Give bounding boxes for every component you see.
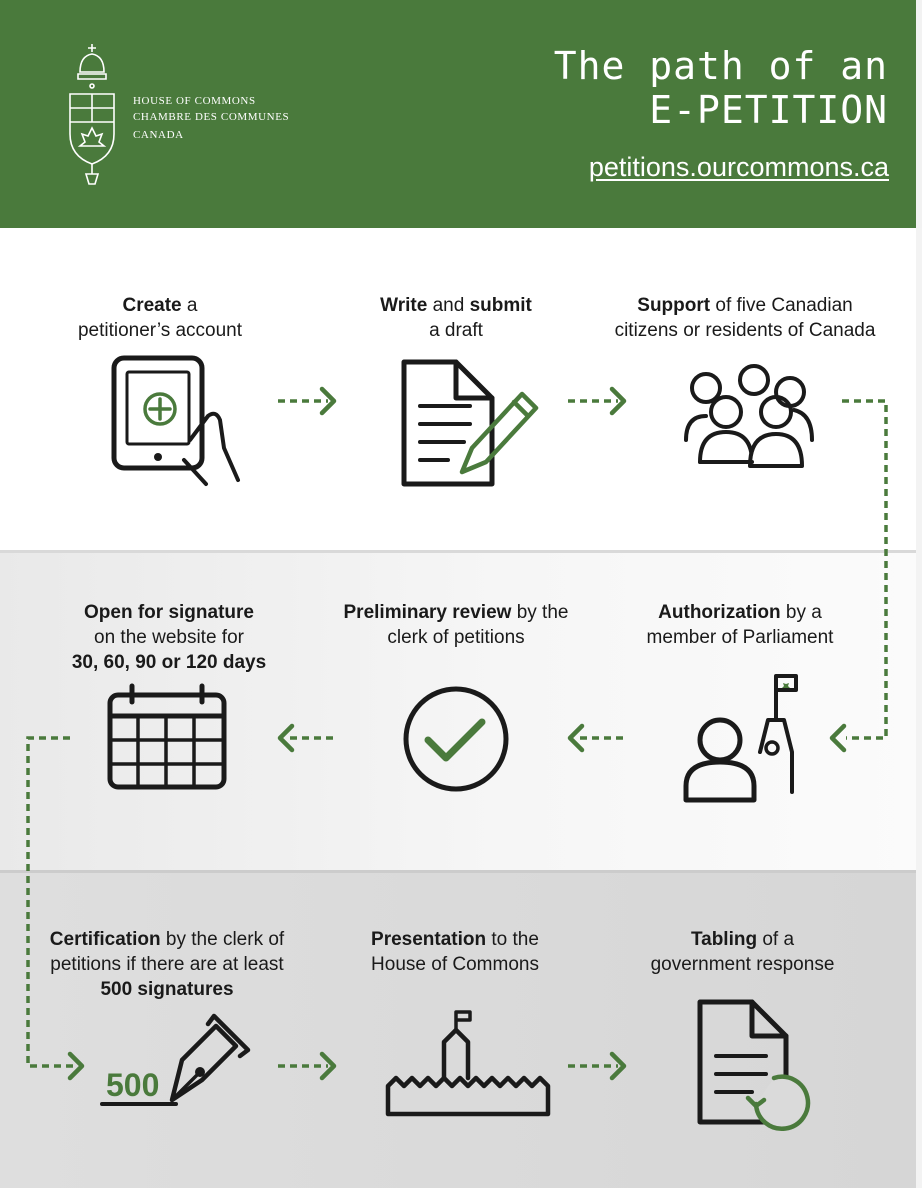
row-3-background	[0, 870, 916, 1188]
step-label-rest: by the clerk of	[160, 929, 285, 950]
step-support-text	[595, 293, 895, 343]
step-label-line2: House of Commons	[371, 954, 539, 975]
petitions-website-link[interactable]: petitions.ourcommons.ca	[588, 152, 889, 182]
step-tabling-text	[620, 927, 865, 977]
title-line-1: The path of an	[553, 44, 888, 88]
step-label-bold-2: submit	[469, 295, 532, 316]
step-label-rest: of five Canadian	[710, 295, 853, 316]
org-line-1: HOUSE OF COMMONS	[133, 95, 256, 107]
step-label-mid: and	[427, 295, 470, 316]
signature-threshold-badge: 500	[106, 1067, 160, 1103]
step-label-line2: clerk of petitions	[387, 627, 525, 648]
step-label-bold: Open for signature	[84, 602, 254, 623]
header-edge	[916, 0, 922, 228]
step-label-bold: Preliminary review	[343, 602, 512, 623]
step-label-line3: 30, 60, 90 or 120 days	[71, 652, 267, 673]
step-label-line2: a draft	[429, 320, 483, 341]
org-line-3: CANADA	[133, 129, 184, 141]
step-label-bold: Certification	[49, 929, 161, 950]
step-label-bold: Create	[122, 295, 182, 316]
organization-name	[133, 93, 289, 143]
step-label-line2: government response	[650, 954, 835, 975]
org-line-2: CHAMBRE DES COMMUNES	[133, 111, 290, 123]
step-label-bold: Authorization	[658, 602, 781, 623]
step-label-line2: member of Parliament	[646, 627, 834, 648]
step-preliminary-review-text	[325, 600, 587, 650]
step-presentation-text	[335, 927, 575, 977]
step-create-account-text	[40, 293, 280, 343]
step-label-rest: by the	[511, 602, 569, 623]
step-label-bold: Support	[637, 295, 711, 316]
step-label-rest: of a	[757, 929, 795, 950]
step-label-bold: Presentation	[371, 929, 487, 950]
header-banner	[0, 0, 922, 228]
step-label-bold: Write	[380, 295, 428, 316]
step-label-line2: petitioner’s account	[77, 320, 243, 341]
step-label-rest: by a	[780, 602, 822, 623]
coat-of-arms-icon	[62, 42, 122, 192]
step-open-signature-text	[38, 600, 300, 675]
title-line-2: E-PETITION	[649, 88, 888, 132]
page-title	[554, 44, 888, 132]
row-1-background	[0, 228, 916, 550]
step-label-rest: to the	[486, 929, 539, 950]
row-2-background	[0, 550, 916, 870]
page-edge	[916, 228, 922, 1188]
step-write-submit-text	[336, 293, 576, 343]
step-label-bold: Tabling	[690, 929, 758, 950]
step-label-line3: 500 signatures	[100, 979, 234, 1000]
step-label-rest: a	[181, 295, 198, 316]
step-label-line2: on the website for	[94, 627, 244, 648]
step-label-line2: petitions if there are at least	[50, 954, 284, 975]
step-authorization-text	[615, 600, 865, 650]
step-label-line2: citizens or residents of Canada	[614, 320, 876, 341]
step-certification-text	[28, 927, 306, 1002]
